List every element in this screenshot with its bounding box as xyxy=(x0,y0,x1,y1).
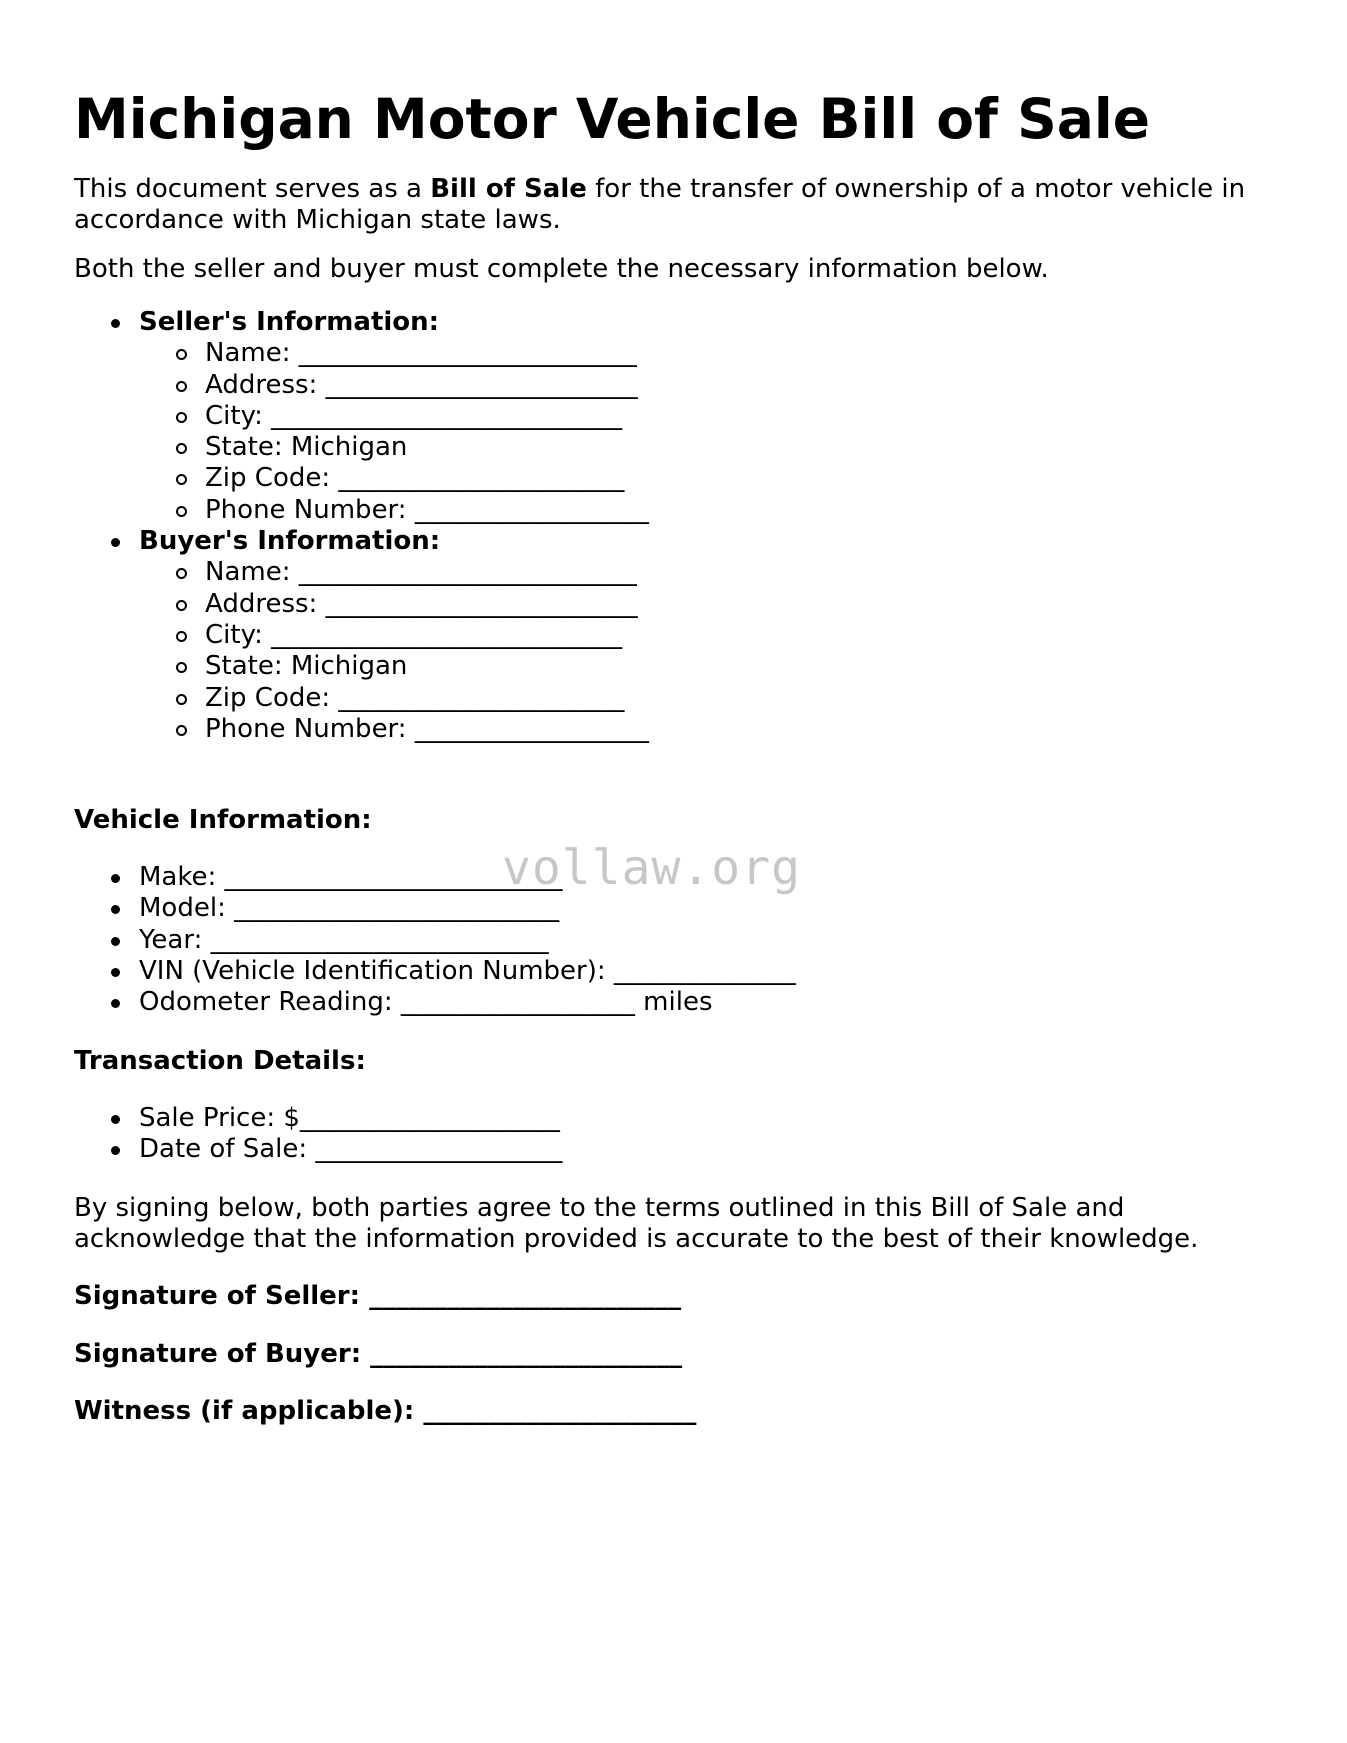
seller-section xyxy=(74,307,649,526)
circle-bullet-icon xyxy=(176,412,187,423)
vehicle-model-field[interactable] xyxy=(74,893,796,924)
vehicle-odometer-field[interactable] xyxy=(74,987,796,1018)
intro-text-1: This document serves as a xyxy=(74,174,431,204)
buyer-zip-label: Zip Code: ______________________ xyxy=(205,682,625,713)
bullet-icon xyxy=(111,999,120,1008)
circle-bullet-icon xyxy=(176,381,187,392)
bullet-icon xyxy=(111,1146,120,1155)
bullet-icon xyxy=(111,968,120,977)
circle-bullet-icon xyxy=(176,349,187,360)
seller-state-field xyxy=(139,432,649,463)
seller-address-field[interactable] xyxy=(139,370,649,401)
sale-date-label: Date of Sale: ___________________ xyxy=(139,1134,563,1165)
buyer-section xyxy=(74,526,649,745)
bullet-icon xyxy=(111,538,120,547)
vehicle-year-label: Year: __________________________ xyxy=(139,924,549,955)
sale-price-field[interactable] xyxy=(74,1103,562,1134)
vehicle-vin-label: VIN (Vehicle Identification Number): ______________ xyxy=(139,955,796,986)
intro-paragraph xyxy=(74,174,1274,236)
intro-bold-text: Bill of Sale xyxy=(430,174,587,204)
sale-date-field[interactable] xyxy=(74,1134,562,1165)
buyer-fields xyxy=(139,557,649,745)
seller-fields xyxy=(139,338,649,526)
transaction-heading: Transaction Details: xyxy=(74,1046,366,1076)
seller-name-label: Name: __________________________ xyxy=(205,338,637,369)
witness-signature-line[interactable]: Witness (if applicable): _____________________ xyxy=(74,1396,697,1426)
circle-bullet-icon xyxy=(176,725,187,736)
agreement-paragraph: By signing below, both parties agree to the terms outlined in this Bill of Sale and acknowledge that the information provided is accurate to the best of their knowledge. xyxy=(74,1193,1199,1254)
vehicle-odometer-label: Odometer Reading: __________________ miles xyxy=(139,987,713,1018)
buyer-phone-field[interactable] xyxy=(139,714,649,745)
vehicle-model-label: Model: _________________________ xyxy=(139,893,560,924)
seller-address-label: Address: ________________________ xyxy=(205,369,638,400)
buyer-state-field xyxy=(139,651,649,682)
circle-bullet-icon xyxy=(176,474,187,485)
seller-zip-field[interactable] xyxy=(139,463,649,494)
buyer-name-field[interactable] xyxy=(139,557,649,588)
transaction-list xyxy=(74,1103,562,1166)
circle-bullet-icon xyxy=(176,662,187,673)
buyer-address-field[interactable] xyxy=(139,589,649,620)
seller-phone-label: Phone Number: __________________ xyxy=(205,494,649,525)
bullet-icon xyxy=(111,905,120,914)
bullet-icon xyxy=(111,874,120,883)
buyer-heading: Buyer's Information: xyxy=(139,526,441,557)
circle-bullet-icon xyxy=(176,568,187,579)
bullet-icon xyxy=(111,937,120,946)
circle-bullet-icon xyxy=(176,694,187,705)
seller-heading: Seller's Information: xyxy=(139,307,440,337)
buyer-state-label: State: Michigan xyxy=(205,651,408,682)
watermark-text: vollaw.org xyxy=(502,840,801,896)
sale-price-label: Sale Price: $____________________ xyxy=(139,1103,560,1133)
instruction-paragraph: Both the seller and buyer must complete the necessary information below. xyxy=(74,254,1049,284)
seller-state-label: State: Michigan xyxy=(205,432,408,463)
circle-bullet-icon xyxy=(176,506,187,517)
circle-bullet-icon xyxy=(176,600,187,611)
vehicle-heading: Vehicle Information: xyxy=(74,805,372,835)
buyer-city-label: City: ___________________________ xyxy=(205,619,623,650)
vehicle-vin-field[interactable] xyxy=(74,956,796,987)
seller-name-field[interactable] xyxy=(139,338,649,369)
seller-city-label: City: ___________________________ xyxy=(205,400,623,431)
buyer-name-label: Name: __________________________ xyxy=(205,557,637,588)
bullet-icon xyxy=(111,319,120,328)
intro-text-2: for the transfer of ownership of a motor vehicle in accordance with Michigan state laws. xyxy=(74,174,1246,235)
circle-bullet-icon xyxy=(176,631,187,642)
vehicle-year-field[interactable] xyxy=(74,925,796,956)
seller-phone-field[interactable] xyxy=(139,495,649,526)
vehicle-make-label: Make: __________________________ xyxy=(139,862,563,892)
seller-city-field[interactable] xyxy=(139,401,649,432)
buyer-zip-field[interactable] xyxy=(139,683,649,714)
buyer-phone-label: Phone Number: __________________ xyxy=(205,713,649,744)
buyer-city-field[interactable] xyxy=(139,620,649,651)
circle-bullet-icon xyxy=(176,443,187,454)
seller-signature-line[interactable]: Signature of Seller: ________________________ xyxy=(74,1281,682,1311)
parties-list xyxy=(74,307,649,745)
buyer-signature-line[interactable]: Signature of Buyer: ________________________ xyxy=(74,1339,683,1369)
document-title: Michigan Motor Vehicle Bill of Sale xyxy=(74,87,1150,151)
buyer-address-label: Address: ________________________ xyxy=(205,588,638,619)
seller-zip-label: Zip Code: ______________________ xyxy=(205,463,625,494)
bullet-icon xyxy=(111,1115,120,1124)
